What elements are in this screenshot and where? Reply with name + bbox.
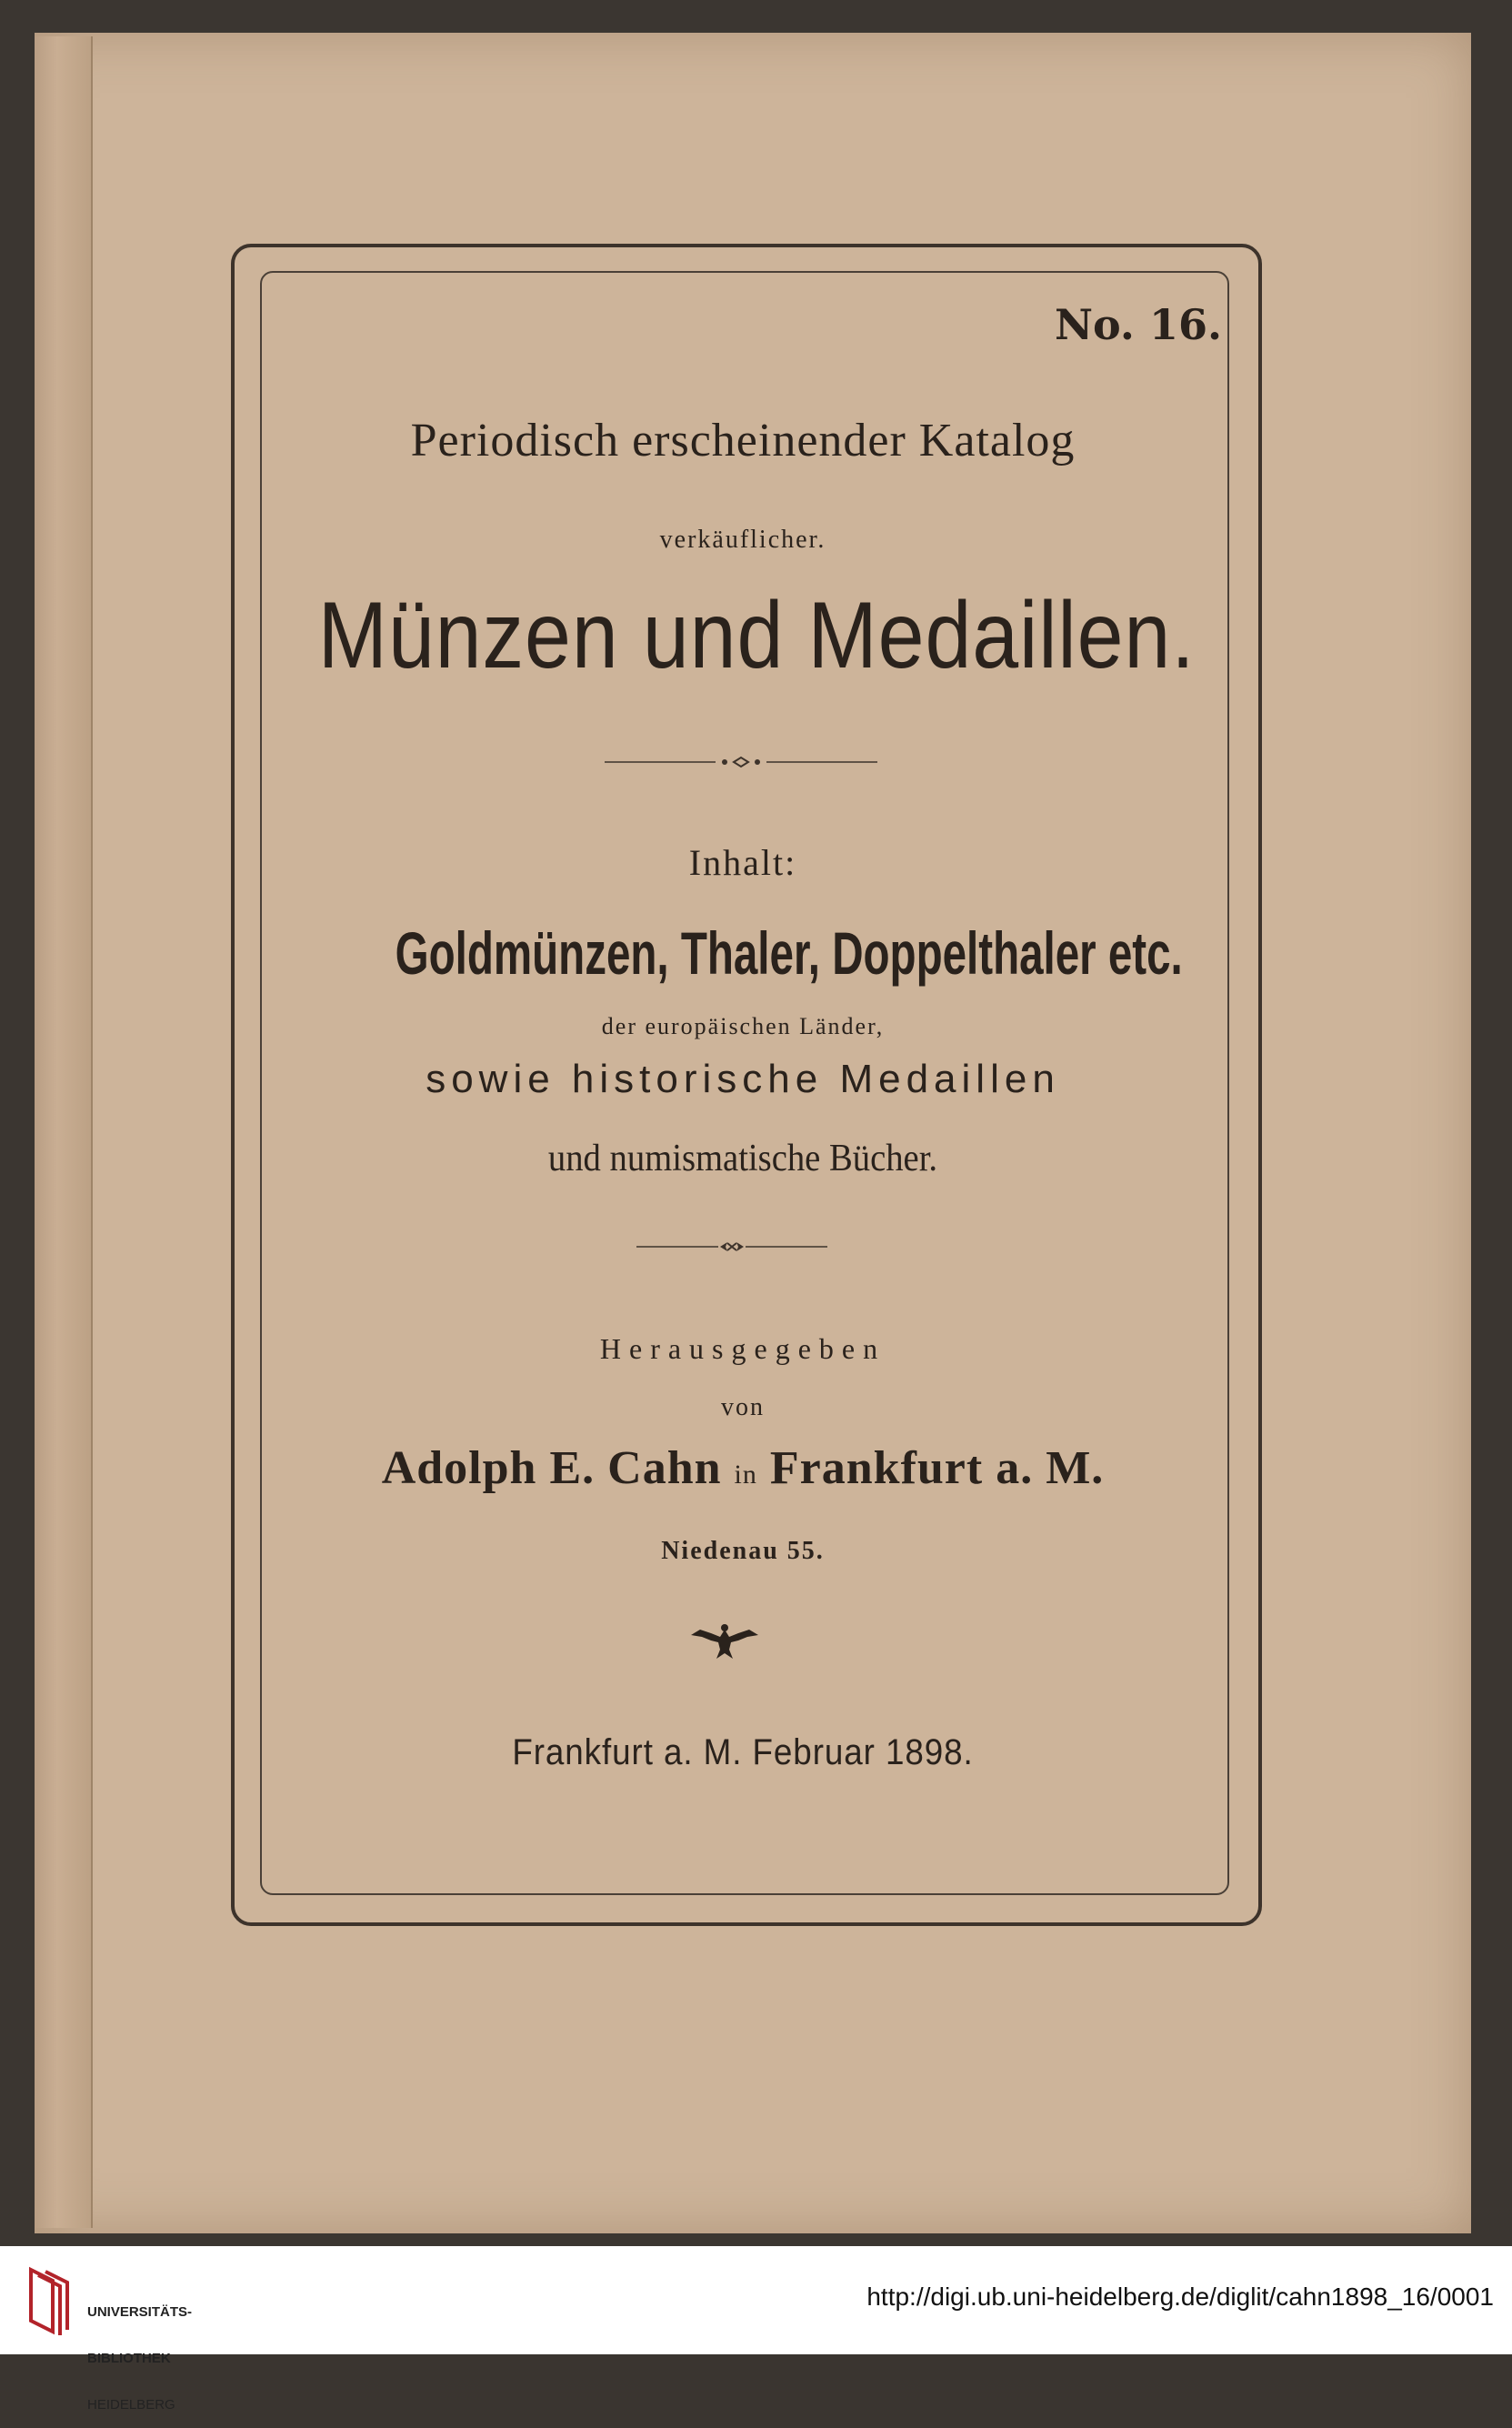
publisher-name: Adolph E. Cahn bbox=[381, 1442, 722, 1494]
library-line-3: HEIDELBERG bbox=[87, 2397, 175, 2413]
contents-line-3: sowie historische Medaillen bbox=[426, 1057, 1060, 1101]
divider-ornament-2 bbox=[636, 1239, 827, 1254]
library-name bbox=[87, 2273, 192, 2428]
publisher-address: Niedenau 55. bbox=[661, 1537, 825, 1565]
library-line-2: BIBLIOTHEK bbox=[87, 2351, 171, 2366]
contents-line-4: und numismatische Bücher. bbox=[547, 1138, 938, 1179]
publisher-line bbox=[260, 1441, 1226, 1495]
eagle-emblem-icon bbox=[684, 1620, 766, 1666]
catalog-number: No. 16. bbox=[1055, 300, 1222, 349]
published-label: Herausgegeben bbox=[599, 1332, 886, 1365]
divider-ornament-1 bbox=[605, 755, 877, 769]
book-spine bbox=[35, 36, 93, 2228]
main-title: Münzen und Medaillen. bbox=[317, 583, 1196, 688]
library-line-1: UNIVERSITÄTS- bbox=[87, 2304, 193, 2320]
contents-sub: der europäischen Länder, bbox=[601, 1013, 885, 1039]
contents-label: Inhalt: bbox=[688, 842, 797, 883]
place-date: Frankfurt a. M. Februar 1898. bbox=[512, 1732, 974, 1772]
by-label: von bbox=[721, 1393, 765, 1421]
contents-main: Goldmünzen, Thaler, Doppelthaler etc. bbox=[395, 919, 1183, 987]
source-url-link[interactable]: http://digi.ub.uni-heidelberg.de/diglit/cahn1898_16/0001 bbox=[866, 2283, 1494, 2311]
publisher-in: in bbox=[734, 1460, 757, 1490]
title-line-1: Periodisch erscheinender Katalog bbox=[410, 415, 1076, 467]
library-logo-icon bbox=[25, 2264, 80, 2337]
title-line-2: verkäuflicher. bbox=[659, 526, 826, 554]
publisher-city: Frankfurt a. M. bbox=[769, 1442, 1105, 1494]
